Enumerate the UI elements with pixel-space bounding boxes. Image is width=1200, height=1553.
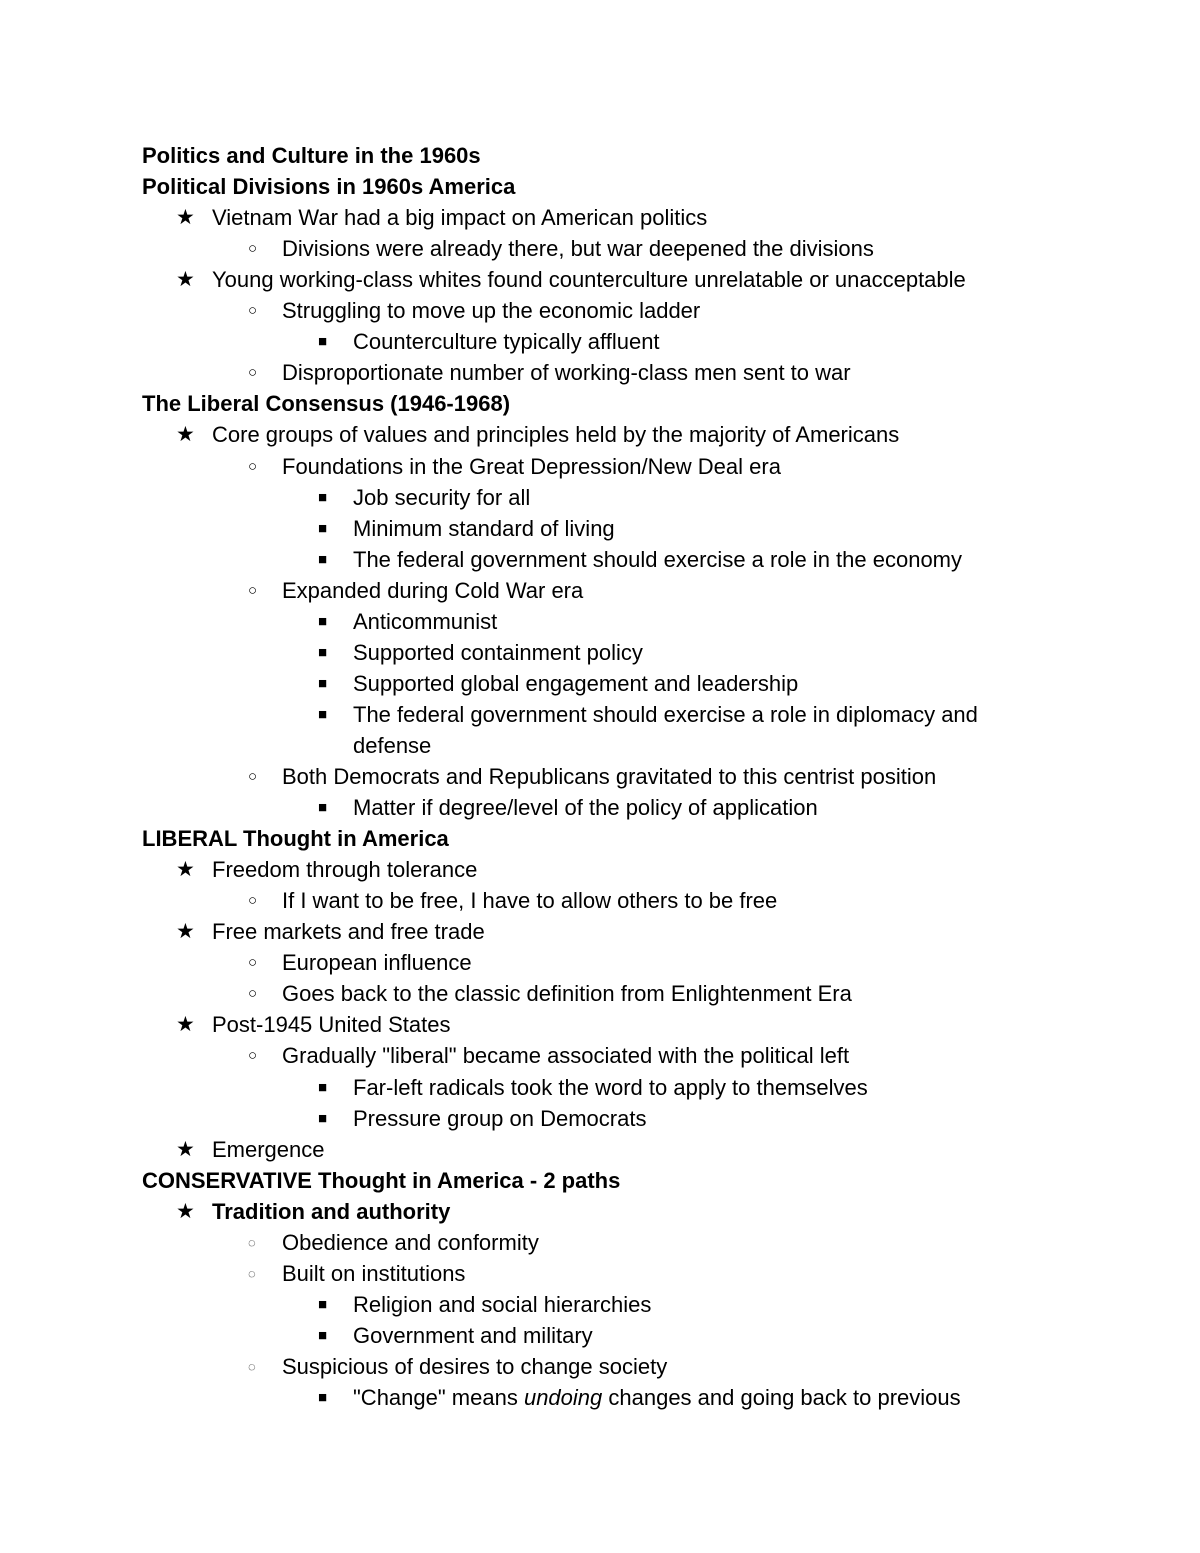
square-bullet-icon: ■	[318, 644, 328, 661]
list-item-text: Supported containment policy	[353, 640, 643, 665]
list-item-text: Both Democrats and Republicans gravitated to this centrist position	[282, 764, 937, 789]
list-item-text: Post-1945 United States	[212, 1012, 451, 1037]
list-item-text: Far-left radicals took the word to apply to themselves	[353, 1075, 868, 1100]
dotted-circle-bullet-icon: ◌	[248, 1235, 256, 1250]
circle-bullet-icon: ○	[248, 1047, 258, 1064]
list-item-text: defense	[353, 733, 432, 758]
circle-bullet-icon: ○	[248, 582, 258, 599]
list-item-text	[353, 1382, 961, 1413]
list-item-text: Emergence	[212, 1137, 325, 1162]
dotted-circle-bullet-icon: ◌	[248, 1266, 256, 1281]
circle-bullet-icon: ○	[248, 458, 258, 475]
square-bullet-icon: ■	[318, 1079, 328, 1096]
list-item-text: The federal government should exercise a role in the economy	[353, 547, 963, 572]
star-bullet-icon: ★	[176, 920, 195, 943]
list-item-text: Government and military	[353, 1323, 593, 1348]
circle-bullet-icon: ○	[248, 985, 258, 1002]
list-item-text: Vietnam War had a big impact on American politics	[212, 205, 708, 230]
list-item-text: Pressure group on Democrats	[353, 1106, 647, 1131]
list-item-text: Young working-class whites found counterculture unrelatable or unacceptable	[212, 267, 966, 292]
square-bullet-icon: ■	[318, 613, 328, 630]
section-heading: LIBERAL Thought in America	[142, 826, 449, 851]
list-item-text: Divisions were already there, but war deepened the divisions	[282, 236, 874, 261]
list-item-text: Suspicious of desires to change society	[282, 1354, 668, 1379]
list-item-text: Freedom through tolerance	[212, 857, 478, 882]
circle-bullet-icon: ○	[248, 364, 258, 381]
square-bullet-icon: ■	[318, 489, 328, 506]
circle-bullet-icon: ○	[248, 302, 258, 319]
list-item-text: Goes back to the classic definition from Enlightenment Era	[282, 981, 852, 1006]
circle-bullet-icon: ○	[248, 240, 258, 257]
star-bullet-icon: ★	[176, 1013, 195, 1036]
list-item-text: If I want to be free, I have to allow others to be free	[282, 888, 778, 913]
square-bullet-icon: ■	[318, 675, 328, 692]
list-item-text: Gradually "liberal" became associated with the political left	[282, 1043, 850, 1068]
square-bullet-icon: ■	[318, 1296, 328, 1313]
circle-bullet-icon: ○	[248, 768, 258, 785]
section-heading: Political Divisions in 1960s America	[142, 174, 516, 199]
square-bullet-icon: ■	[318, 799, 328, 816]
square-bullet-icon: ■	[318, 520, 328, 537]
list-item-text: Disproportionate number of working-class men sent to war	[282, 360, 851, 385]
text-run: changes and going back to previous	[602, 1385, 961, 1410]
emphasis-text: undoing	[523, 1385, 603, 1410]
list-item-text: Foundations in the Great Depression/New Deal era	[282, 454, 781, 479]
section-heading: The Liberal Consensus (1946-1968)	[142, 391, 511, 416]
list-item-text: Anticommunist	[353, 609, 498, 634]
section-heading: Politics and Culture in the 1960s	[142, 143, 481, 168]
square-bullet-icon: ■	[318, 706, 328, 723]
list-item-text: Core groups of values and principles held by the majority of Americans	[212, 422, 900, 447]
circle-bullet-icon: ○	[248, 954, 258, 971]
list-item-text: The federal government should exercise a role in diplomacy and	[353, 702, 978, 727]
square-bullet-icon: ■	[318, 1389, 328, 1406]
list-item-text: Counterculture typically affluent	[353, 329, 660, 354]
list-item-text: Job security for all	[353, 485, 531, 510]
square-bullet-icon: ■	[318, 551, 328, 568]
list-item-text: Minimum standard of living	[353, 516, 615, 541]
list-item-text: Free markets and free trade	[212, 919, 485, 944]
star-bullet-icon: ★	[176, 1138, 195, 1161]
star-bullet-icon: ★	[176, 268, 195, 291]
list-item-text: Supported global engagement and leadership	[353, 671, 799, 696]
text-run: "Change" means	[353, 1385, 524, 1410]
list-item-text: Expanded during Cold War era	[282, 578, 584, 603]
star-bullet-icon: ★	[176, 206, 195, 229]
square-bullet-icon: ■	[318, 333, 328, 350]
list-item-text: Religion and social hierarchies	[353, 1292, 652, 1317]
list-item-text: Tradition and authority	[212, 1199, 451, 1224]
list-item-text: European influence	[282, 950, 472, 975]
circle-bullet-icon: ○	[248, 892, 258, 909]
square-bullet-icon: ■	[318, 1327, 328, 1344]
list-item-text: Struggling to move up the economic ladder	[282, 298, 701, 323]
dotted-circle-bullet-icon: ◌	[248, 1359, 256, 1374]
list-item-text: Built on institutions	[282, 1261, 466, 1286]
square-bullet-icon: ■	[318, 1110, 328, 1127]
list-item-text: Obedience and conformity	[282, 1230, 539, 1255]
star-bullet-icon: ★	[176, 858, 195, 881]
star-bullet-icon: ★	[176, 1200, 195, 1223]
list-item-text: Matter if degree/level of the policy of application	[353, 795, 818, 820]
section-heading: CONSERVATIVE Thought in America - 2 paths	[142, 1168, 621, 1193]
star-bullet-icon: ★	[176, 423, 195, 446]
